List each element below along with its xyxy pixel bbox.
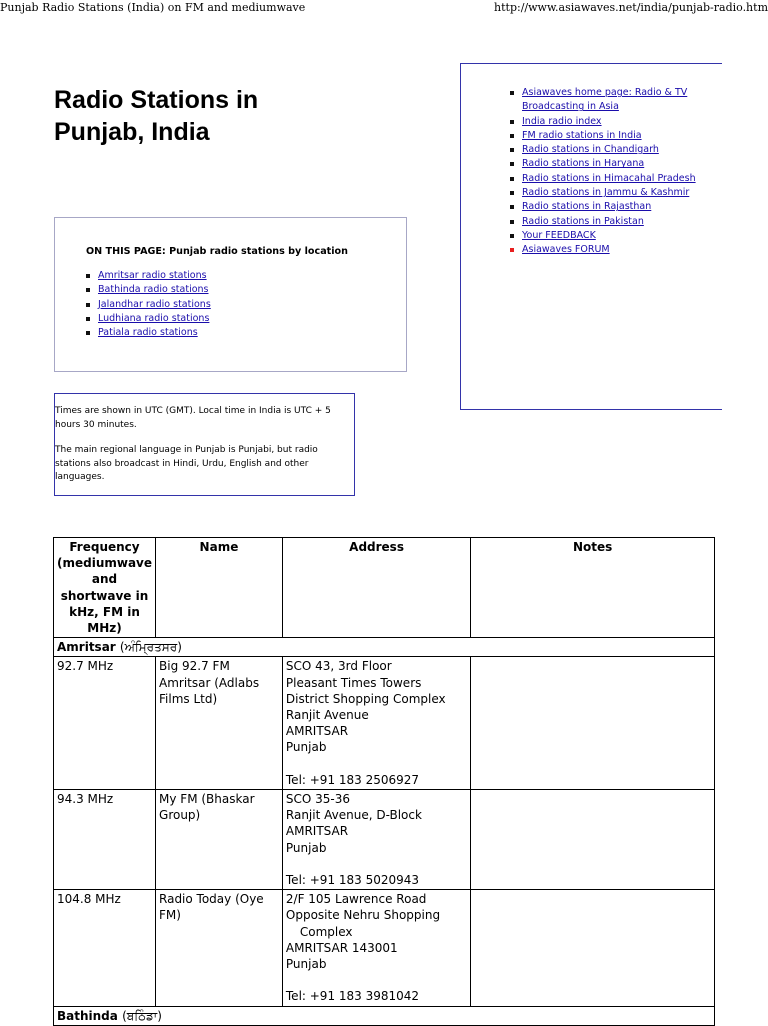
nav-item — [510, 215, 715, 229]
print-header — [0, 0, 768, 18]
site-nav-box — [460, 63, 722, 410]
nav-item — [510, 157, 715, 171]
nav-item — [510, 143, 715, 157]
bullet-icon — [510, 191, 514, 195]
station-name: Radio Today (Oye FM) — [156, 890, 283, 1006]
table-row — [54, 790, 715, 890]
stations-table-body — [54, 638, 715, 1026]
station-name: My FM (Bhaskar Group) — [156, 790, 283, 890]
address-line: Ranjit Avenue, D-Block — [285, 808, 422, 823]
print-page-url: http://www.asiawaves.net/india/punjab-radio.htm — [494, 1, 768, 14]
address-line: AMRITSAR 143001 — [285, 940, 398, 955]
station-name: Big 92.7 FM Amritsar (Adlabs Films Ltd) — [156, 657, 283, 790]
address-line: Punjab — [285, 840, 327, 855]
toc-link[interactable]: Jalandhar radio stations — [98, 298, 211, 310]
address-line: SCO 35-36 — [285, 792, 351, 807]
toc-heading-prefix: ON THIS PAGE — [86, 246, 162, 257]
region-name-punjabi: (ਅੰਮ੍ਰਿਤਸਰ) — [119, 640, 182, 655]
address-line: District Shopping Complex — [285, 691, 446, 706]
nav-link[interactable]: FM radio stations in India — [522, 129, 642, 141]
bullet-icon — [86, 288, 90, 292]
address-line: SCO 43, 3rd Floor — [285, 659, 392, 674]
nav-item — [510, 186, 715, 200]
station-notes — [471, 790, 715, 890]
region-name-punjabi: (ਬਠਿੰਡਾ) — [122, 1008, 162, 1023]
region-heading — [54, 638, 715, 657]
bullet-icon — [510, 234, 514, 238]
nav-link[interactable]: Asiawaves home page: Radio & TV Broadcasting in Asia — [522, 87, 688, 113]
station-address — [282, 657, 470, 790]
nav-item — [510, 115, 715, 129]
toc-heading — [86, 246, 348, 257]
site-nav-list — [510, 86, 715, 258]
address-line: Complex — [299, 924, 353, 939]
address-line: AMRITSAR — [285, 724, 349, 739]
address-line: Opposite Nehru Shopping — [285, 908, 441, 923]
nav-link[interactable]: Radio stations in Jammu & Kashmir — [522, 187, 690, 199]
region-row — [54, 638, 715, 657]
nav-link[interactable]: India radio index — [522, 115, 602, 127]
bullet-icon — [510, 205, 514, 209]
print-page-title: Punjab Radio Stations (India) on FM and mediumwave — [0, 1, 306, 14]
toc-item — [86, 326, 386, 340]
bullet-icon — [86, 331, 90, 335]
bullet-icon — [86, 303, 90, 307]
bullet-icon — [510, 134, 514, 138]
timezone-note: Times are shown in UTC (GMT). Local time in India is UTC + 5 hours 30 minutes. — [55, 406, 331, 430]
nav-link[interactable]: Radio stations in Rajasthan — [522, 201, 652, 213]
toc-heading-rest: : Punjab radio stations by location — [161, 246, 348, 257]
address-line: AMRITSAR — [285, 824, 349, 839]
station-tel: Tel: +91 183 2506927 — [285, 772, 420, 787]
station-frequency: 92.7 MHz — [54, 657, 156, 790]
station-frequency: 104.8 MHz — [54, 890, 156, 1006]
bullet-icon — [86, 317, 90, 321]
nav-item — [510, 86, 715, 115]
station-notes — [471, 890, 715, 1006]
nav-item — [510, 200, 715, 214]
nav-link[interactable]: Radio stations in Haryana — [522, 158, 645, 170]
bullet-icon — [510, 120, 514, 124]
toc-link[interactable]: Patiala radio stations — [98, 327, 198, 339]
page-title: Radio Stations in Punjab, India — [54, 86, 259, 146]
address-spacer — [286, 972, 467, 988]
toc-list — [86, 269, 386, 340]
address-line: Punjab — [285, 957, 327, 972]
toc-link[interactable]: Ludhiana radio stations — [98, 312, 210, 324]
station-address — [282, 890, 470, 1006]
language-note: The main regional language in Punjab is Punjabi, but radio stations also broadcast in Hindi, Urdu, English and other languages. — [55, 445, 318, 483]
station-frequency: 94.3 MHz — [54, 790, 156, 890]
nav-link[interactable]: Radio stations in Pakistan — [522, 215, 644, 227]
bullet-icon — [510, 220, 514, 224]
nav-link[interactable]: Radio stations in Himacahal Pradesh — [522, 172, 696, 184]
bullet-icon — [510, 91, 514, 95]
toc-link[interactable]: Bathinda radio stations — [98, 284, 209, 296]
header-name: Name — [156, 538, 283, 638]
region-heading — [54, 1006, 715, 1025]
header-address: Address — [282, 538, 470, 638]
nav-link[interactable]: Radio stations in Chandigarh — [522, 144, 659, 156]
nav-item — [510, 129, 715, 143]
header-frequency: Frequency (mediumwave and shortwave in kHz, FM in MHz) — [54, 538, 156, 638]
bullet-icon — [510, 148, 514, 152]
table-header-row — [54, 538, 715, 638]
station-tel: Tel: +91 183 3981042 — [285, 989, 420, 1004]
nav-link[interactable]: Your FEEDBACK — [522, 229, 596, 241]
toc-item — [86, 283, 386, 297]
address-line: 2/F 105 Lawrence Road — [285, 892, 427, 907]
table-row — [54, 890, 715, 1006]
table-row — [54, 657, 715, 790]
address-line: Ranjit Avenue — [285, 708, 369, 723]
toc-item — [86, 298, 386, 312]
bullet-icon — [510, 162, 514, 166]
nav-link[interactable]: Asiawaves FORUM — [522, 244, 610, 256]
bullet-icon — [510, 248, 514, 252]
station-tel: Tel: +91 183 5020943 — [285, 873, 420, 888]
bullet-icon — [510, 177, 514, 181]
stations-table — [53, 537, 715, 1026]
nav-item — [510, 172, 715, 186]
toc-item — [86, 312, 386, 326]
nav-item — [510, 229, 715, 243]
toc-link[interactable]: Amritsar radio stations — [98, 270, 207, 281]
region-row — [54, 1006, 715, 1025]
bullet-icon — [86, 274, 90, 278]
station-address — [282, 790, 470, 890]
station-notes — [471, 657, 715, 790]
on-this-page-box — [54, 217, 407, 372]
info-box — [54, 393, 355, 496]
address-spacer — [286, 756, 467, 772]
header-notes: Notes — [471, 538, 715, 638]
region-name: Amritsar — [57, 640, 116, 655]
region-name: Bathinda — [57, 1008, 118, 1023]
address-line: Pleasant Times Towers — [285, 675, 422, 690]
toc-item — [86, 269, 386, 283]
address-spacer — [286, 856, 467, 872]
address-line: Punjab — [285, 740, 327, 755]
nav-item — [510, 243, 715, 257]
